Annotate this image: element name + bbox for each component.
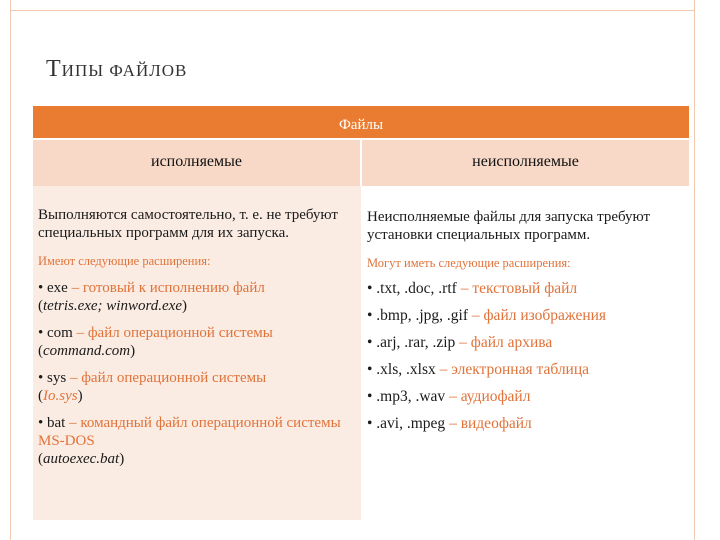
title-part-1: ИПЫ — [61, 61, 110, 80]
list-item: • sys – файл операционной системы (Io.sys) — [38, 370, 267, 404]
table-body — [33, 186, 689, 520]
list-item: • .txt, .doc, .rtf – текстовый файл — [367, 280, 578, 297]
non-executable-note: Могут иметь следующие расширения: — [367, 256, 571, 270]
frame-line-right — [694, 0, 695, 540]
list-item: • .arj, .rar, .zip – файл архива — [367, 334, 553, 351]
frame-line-top — [10, 10, 695, 11]
non-executable-header: неисполняемые — [472, 153, 579, 170]
file-types-table — [33, 106, 689, 520]
table-subheader-row — [33, 138, 689, 186]
list-item: • bat – командный файл операционной системы MS-DOS (autoexec.bat) — [38, 415, 341, 467]
list-item: • .bmp, .jpg, .gif – файл изображения — [367, 307, 607, 324]
list-item: • .xls, .xlsx – электронная таблица — [367, 361, 590, 378]
list-item: • .avi, .mpeg – видеофайл — [367, 415, 532, 432]
title-cap: Т — [46, 56, 62, 82]
list-item: • .mp3, .wav – аудиофайл — [367, 388, 531, 405]
non-executable-intro: Неисполняемые файлы для запуска требуют установки специальных программ. — [367, 209, 651, 243]
title-part-2: ФАЙЛОВ — [109, 61, 188, 80]
frame-line-left — [10, 0, 11, 540]
executable-intro: Выполняются самостоятельно, т. е. не требуют специальных программ для их запуска. — [38, 207, 338, 241]
executable-column — [33, 186, 363, 520]
executable-header: исполняемые — [33, 140, 362, 186]
list-item: • com – файл операционной системы (command.com) — [38, 325, 273, 359]
non-executable-column — [363, 186, 689, 520]
list-item: • exe – готовый к исполнению файл (tetris.exe; winword.exe) — [38, 280, 265, 314]
slide-title — [46, 56, 187, 83]
table-header: Файлы — [33, 106, 689, 138]
executable-note: Имеют следующие расширения: — [38, 254, 211, 268]
